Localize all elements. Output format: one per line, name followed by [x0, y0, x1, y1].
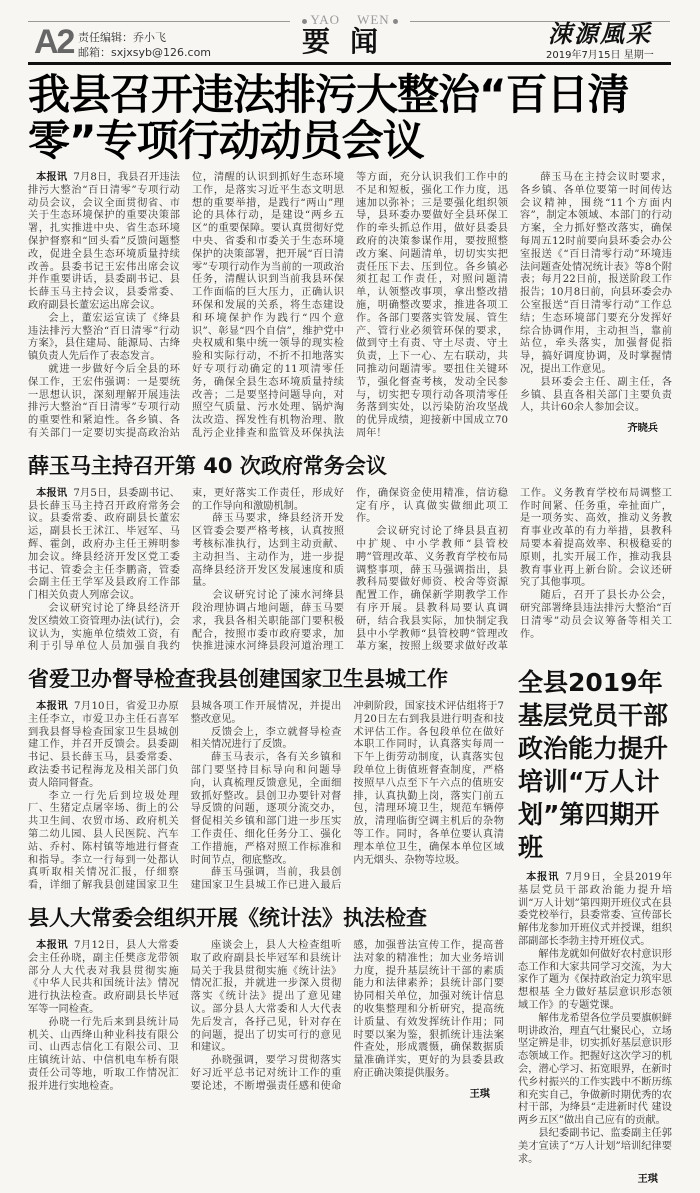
article-paragraph [518, 872, 672, 949]
paragraph-text: 解伟龙就如何做好农村意识形态工作和大家共同学习交流，为大家作了题为《保持政治定力筑牢思想根基 全力做好基层意识形态领域工作》的专题党课。 [518, 948, 672, 1012]
paragraph-text: 随后，召开了县长办公会，研究部署绛县违法排污大整治“百日清零”动员会议筹备等相关工作。 [520, 590, 672, 640]
lower-left-column [28, 654, 504, 1187]
article-body [518, 872, 672, 1187]
article-paragraph [191, 752, 342, 867]
dot-icon [302, 19, 307, 24]
dot-icon [393, 19, 398, 24]
pinyin-right: WEN [357, 12, 390, 27]
paragraph-text: 县纪委副书记、监委副主任郭美才宣读了“万人计划”培训纪律要求。 [518, 1128, 672, 1165]
byline: 王琪 [469, 1088, 490, 1100]
paragraph-text: 7月12日，县人大常委会主任孙晓，副主任樊彦龙带领部分人大代表对我县贯彻实施《中华人民共和国统计法》情况进行执法检查。政府副县长毕冠军等一同检查。 [28, 940, 179, 1016]
header-divider [28, 62, 671, 65]
dateline-label: 本报讯 [36, 940, 68, 952]
paragraph-text: 孙晓一行先后来到县统计局机关、山西绛山种业科技有限公司、山西志信化工有限公司、卫庄镇统计站、中信机电车桥有限责任公司等地，听取工作情况汇报并进行实地检查。 [28, 1016, 179, 1092]
article-body [28, 488, 672, 654]
article-paragraph [28, 1017, 179, 1094]
article-paragraph [192, 513, 344, 590]
paper-logo: 涑源風采 [548, 19, 652, 48]
paragraph-text: 7月5日，县委副书记、县长薛玉马主持召开政府常务会议。县委常委、政府副县长董宏运，副县长王沭江、毕冠军、马辉、霍剑，政府办主任王辨明参加会议。绛县经济开发区党工委书记、管委会主任李鹏斋，管委会副主任王学军及县政府工作部门相关负责人列席会议。 [28, 487, 180, 602]
paragraph-text: 县环委会主任、副主任，各乡镇、县直各相关部门主要负责人，共计60余人参加会议。 [520, 376, 672, 414]
editor-email: 邮箱：sxjxsyb@126.com [78, 46, 212, 59]
article-headline: 县人大常委会组织开展《统计法》执法检查 [28, 906, 427, 931]
article-paragraph [518, 949, 672, 1013]
article-paragraph [518, 1013, 672, 1128]
section-title: 要闻 [301, 25, 398, 58]
paragraph-text: 7月10日，省爱卫办原主任李立，市爱卫办主任石喜军到我县督导检查国家卫生县城创建工作，并召开反馈会。县委副书记、县长薛玉马，县委常委、政法委书记程海龙及相关部门负责人陪同督查。 [28, 701, 179, 789]
paragraph-text: 会议研究讨论了涑水河绛县段治理协调占地问题，薛玉马要求，我县各相关职能部门要积极配合，按照市委市政府要求，加快推进涑水河绛县段河道治理工作，确保资金使用精准，信访稳定有序，认真做实做细此项工作。 [192, 487, 508, 653]
article-paragraph [28, 488, 180, 603]
dateline-label: 本报讯 [36, 172, 68, 183]
article-headline: 省爱卫办督导检查我县创建国家卫生县城工作 [28, 667, 448, 692]
paragraph-text: 反馈会上，李立就督导检查相关情况进行了反馈。 [190, 726, 342, 751]
paragraph-text: 会上，董宏运宣读了《绛县违法排污大整治“百日清零”行动方案》，县住建局、能源局、古绛镇负责人先后作了表态发言。 [28, 312, 180, 363]
article-paragraph [28, 701, 179, 791]
paragraph-text: 7月9日，全县2019年基层党员干部政治能力提升培训“万人计划”第四期开班仪式在县委党校举行，县委常委、宣传部长解伟龙参加开班仪式并授课，组织部副部长李勃主持开班仪式。 [518, 872, 673, 948]
paragraph-text: 孙晓强调，要学习贯彻落实好习近平总书记对统计工作的重要论述，不断增强责任感和使命感，加强普法宣传工作，提高普法对象的精准性；加大业务培训力度，提升基层统计干部的素质能力和法律素养；县统计部门要协同相关单位，加强对统计信息的收集整理和分析研究，提高统计质量、有效发挥统计作用；同时要以案为鉴，狠抓统计违法案件查处，形成震慑，确保数据质量准确详实，更好的为县委县政府正确决策提供服务。 [190, 940, 504, 1092]
article-body [28, 940, 504, 1102]
paragraph-text: 7月8日，我县召开违法排污大整治“百日清零”专项行动动员会议，会议全面贯彻省、市关于生态环境保护的重要决策部署，扎实推进中央、省生态环境保护督察和“回头看”反馈问题整改，促进全县生态环境质量持续改善。县委书记王宏伟出席会议并作重要讲话，县委副书记、县长薛玉马主持会议，县委常委、政府副县长董宏运出席会议。 [28, 172, 180, 311]
article-paragraph [518, 1128, 672, 1166]
paragraph-text: 薛玉马强调，当前，我县创建国家卫生县城工作已进入最后冲刺阶段，国家技术评估组将于7月20日左右到我县进行明查和技术评估工作。各包段单位在做好本职工作同时，认真落实每周一下午上街劳动制度，认真落实包段单位上街值班督查制度，严格按照早八点至下午六点的值班安排，认真执勤上岗，落实门前五包，清理环境卫生，规范车辆停放，清理临街空调主机后的杂物等工作。同时，各单位要认真清理本单位卫生，确保本单位区域内无烟头、杂物等垃圾。 [190, 701, 504, 892]
paragraph-text: 解伟龙希望各位学员要旗帜鲜明讲政治，理直气壮聚民心，立场坚定辨是非，切实抓好基层意识形态领域工作。把握好这次学习的机会，潜心学习、拓宽眼界，在新时代乡村振兴的工作实践中不断历练和充实自己，争做新时期优秀的农村干部，为绛县“走进新时代 建设两乡五区”做出自己应有的贡献。 [518, 1012, 672, 1127]
sidebar [518, 654, 672, 1187]
paragraph-text: 李立一行先后到垃圾处理厂、生猪定点屠宰场、街上的公共卫生间、农贸市场、政府机关第二幼儿园、县人民医院、汽车站、乔村、陈村镇等地进行督查和指导。李立一行每到一处都认真听取相关情况汇报，仔细察看，详细了解我县创建国家卫生县城各项工作开展情况，并提出整改意见。 [28, 701, 342, 892]
article-paragraph [28, 940, 179, 1017]
article-paragraph [520, 172, 672, 377]
byline: 王琪 [637, 1174, 658, 1186]
masthead [28, 0, 672, 66]
paragraph-text: 会议研究讨论了绛县县直初中扩规、中小学教师“县管校聘”管理改革、义务教育学校布局调整事项，薛玉马强调指出，县教科局要做好师资、校舍等资源配置工作，确保新学期教学工作有序开展。县教科局要认真调研，结合我县实际，加快制定我县中小学教师“县管校聘”管理改革方案，按照上级要求做好改革工作。义务教育学校布局调整工作时间紧、任务重，牵扯面广，是一项务实、高效，推动义务教育事业改革的有力举措，县教科局要本着提高效率、积极稳妥的原则，扎实开展工作，推动我县教育事业再上新台阶。会议还研究了其他事项。 [356, 487, 672, 653]
paragraph-text: 座谈会上，县人大检查组听取了政府副县长毕冠军和县统计局关于我县贯彻实施《统计法》情况汇报，并就进一步深入贯彻落实《统计法》提出了意见建议。部分县人大常委和人大代表先后发言，各抒己见，针对存在的问题，提出了切实可行的意见和建议。 [190, 940, 342, 1054]
article-paragraph [520, 590, 672, 641]
editor-info [78, 30, 211, 60]
lead-headline: 我县召开违法排污大整治“百日清零”专项行动动员会议 [28, 70, 629, 165]
paragraph-text: 薛玉马在主持会议时要求，各乡镇、各单位要第一时间传达会议精神，围绕“11个方面内容”，制定本领域、本部门的行动方案，全力抓好整改落实，确保每周五12时前要向县环委会办公室报送《“百日清零行动”环境违法问题查处情况统计表》等8个附表；每月22日前，报送阶段工作报告；10月8日前，向县环委会办公室报送“百日清零行动”工作总结；生态环境部门要充分发挥好综合协调作用，主动担当，靠前站位，牵头落实，加强督促指导，搞好调度协调，及时掌握情况，提出工作意见。 [520, 172, 672, 375]
article-paragraph [28, 172, 180, 313]
paragraph-text: 就进一步做好今后全县的环保工作，王宏伟强调：一是要统一思想认识，深刻理解开展违法排污大整治“百日清零”专项行动的重要性和紧迫性。各乡镇、各有关部门一定要切实提高政治站位，清醒的认识到抓好生态环境工作，是落实习近平生态文明思想的重要举措，是践行“两山”理论的具体行动，是建设“两乡五区”的重要保障。要认真贯彻好党中央、省委和市委关于生态环境保护的决策部署，把开展“百日清零”专项行动作为当前的一项政治任务，清醒认识到当前我县环保工作面临的巨大压力，正确认识环保和发展的关系，将生态建设和环境保护作为践行“四个意识”、彰显“四个自信”，维护党中央权威和集中统一领导的现实检验和实际行动，不折不扣地落实好专项行动确定的11项清零任务，确保全县生态环境质量持续改善；二是要坚持问题导向，对照空气质量、污水处理、锅炉淘汰改造、挥发性有机物治理、散乱污企业排查和监管及环保执法等方面，充分认识我们工作中的不足和短板，强化工作力度，迅速加以弥补；三是要强化组织领导，县环委办要做好全县环保工作的牵头抓总作用，做好县委县政府的决策参谋作用，要按照整改方案、问题清单，切切实实把责任压下去、压到位。各乡镇必须扛起工作责任，对照问题清单，认领整改事项，拿出整改措施，明确整改要求，推进各项工作。各部门要落实管发展、管生产、管行业必须管环保的要求，做到守土有责、守土尽责、守土负责，上下一心、左右联动，共同推动问题清零。要扭住关键环节，强化督查考核，发动全民参与，切实把专项行动各项清零任务落到实处，以污染防治攻坚战的优异成绩，迎接新中国成立70周年！ [28, 172, 508, 439]
paragraph-text: 薛玉马表示，各有关乡镇和部门要坚持目标导向和问题导向，认真梳理反馈意见，全面细致抓好整改。县创卫办要针对督导反馈的问题，逐项分流交办，督促相关乡镇和部门进一步压实工作责任、细化任务分工、强化工作措施，严格对照工作标准和时间节点，彻底整改。 [190, 752, 342, 866]
dateline-label: 本报讯 [526, 872, 560, 884]
article-headline: 薛玉马主持召开第 40 次政府常务会议 [28, 453, 387, 478]
paragraph-text: 会议研究讨论了绛县经济开发区绩效工资管理办法(试行)，会议认为，实施单位绩效工资，有利于引导单位人员加强自我约束，更好落实工作责任，形成好的工作导向和激励机制。 [28, 487, 344, 653]
pinyin-left: YAO [310, 12, 341, 27]
lower-section [28, 654, 672, 1187]
paragraph-text: 薛玉马要求，绛县经济开发区管委会要严格考核，认真按照考核标准执行，达到主动贡献、主动担当、主动作为，进一步提高绛县经济开发区发展速度和质量。 [192, 513, 344, 589]
issue-date: 2019年7月15日 星期一 [546, 50, 654, 61]
article-paragraph [191, 940, 342, 1055]
sidebar-headline: 全县2019年基层党员干部政治能力提升培训“万人计划”第四期开班 [518, 668, 669, 863]
byline: 齐晓兵 [627, 423, 658, 435]
article-paragraph [28, 313, 180, 364]
page-number: A2 [34, 23, 74, 61]
article-paragraph [191, 727, 342, 753]
dateline-label: 本报讯 [36, 487, 68, 499]
editor-name: 责任编辑：乔小飞 [78, 31, 166, 44]
article-paragraph [520, 377, 672, 415]
article-body [28, 701, 504, 893]
article-body [28, 172, 672, 441]
dateline-label: 本报讯 [36, 701, 68, 713]
